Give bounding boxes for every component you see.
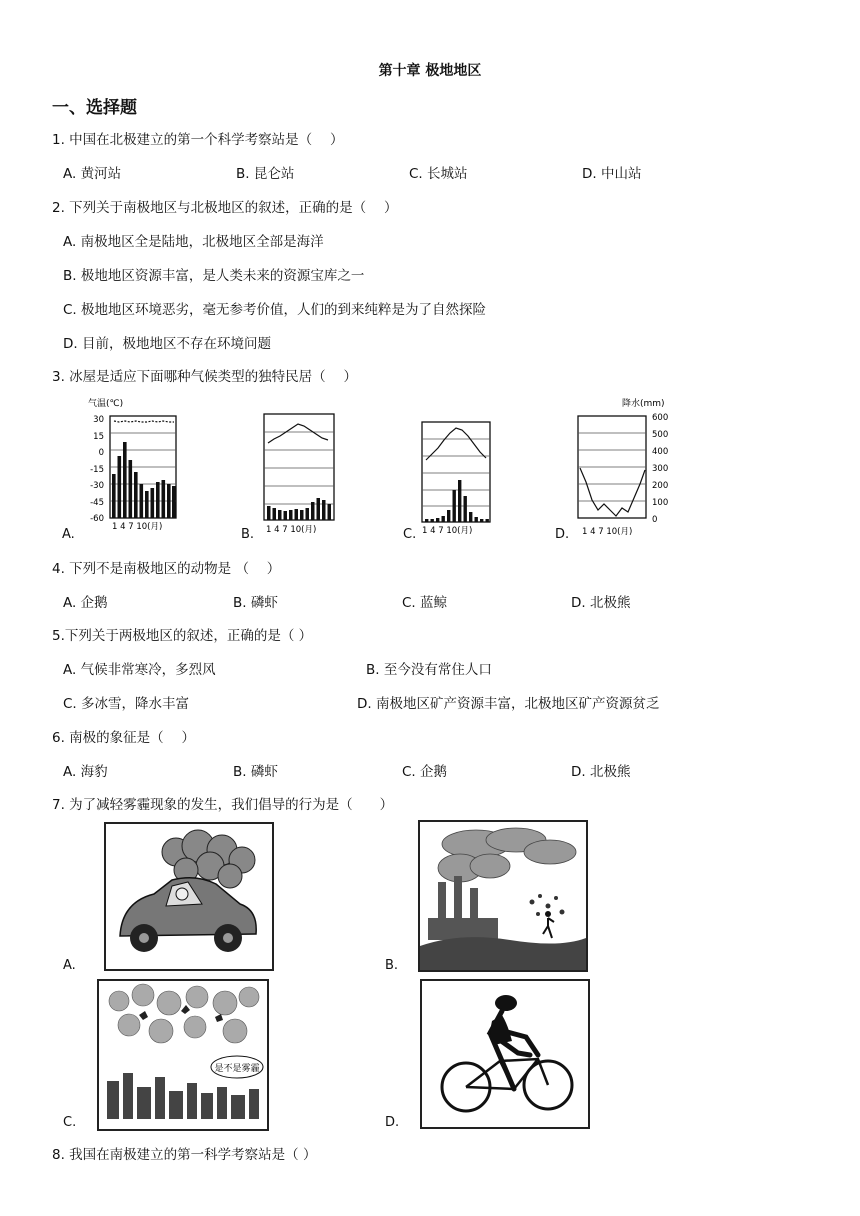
question-5: 5.下列关于两极地区的叙述，正确的是（ ） [52, 628, 313, 644]
question-2: 2. 下列关于南极地区与北极地区的叙述，正确的是（ ） [52, 200, 398, 216]
question-7: 7. 为了减轻雾霾现象的发生，我们倡导的行为是（ ） [52, 797, 394, 813]
q5-option-d[interactable]: D. 南极地区矿产资源丰富，北极地区矿产资源贫乏 [357, 696, 660, 712]
temp-axis-label: 气温(℃) [88, 399, 124, 409]
q3-option-a[interactable]: A. [62, 527, 75, 542]
q2-option-b[interactable]: B. 极地地区资源丰富，是人类未来的资源宝库之一 [63, 268, 365, 284]
q3-option-d[interactable]: D. [555, 527, 570, 542]
precip-axis-label: 降水(mm) [622, 399, 665, 409]
q1-option-b[interactable]: B. 昆仑站 [236, 166, 295, 182]
question-3: 3. 冰屋是适应下面哪种气候类型的独特民居（ ） [52, 369, 357, 385]
svg-text:-45: -45 [90, 498, 104, 508]
q7-option-a[interactable]: A. [63, 958, 76, 973]
question-4: 4. 下列不是南极地区的动物是 （ ） [52, 561, 281, 577]
q6-option-d[interactable]: D. 北极熊 [571, 764, 631, 780]
climate-chart-d[interactable] [572, 396, 696, 538]
svg-text:1 4 7 10(月): 1 4 7 10(月) [112, 522, 163, 532]
q5-option-b[interactable]: B. 至今没有常住人口 [366, 662, 492, 678]
speech-bubble-text: 是不是雾霾 [214, 1064, 260, 1074]
svg-text:600: 600 [652, 413, 669, 423]
svg-text:30: 30 [93, 415, 104, 425]
question-8: 8. 我国在南极建立的第一科学考察站是（ ） [52, 1147, 317, 1163]
q4-option-a[interactable]: A. 企鹅 [63, 595, 108, 611]
svg-text:-15: -15 [90, 465, 104, 475]
svg-text:500: 500 [652, 430, 669, 440]
svg-text:300: 300 [652, 464, 669, 474]
q7-option-b[interactable]: B. [385, 958, 399, 973]
svg-text:1 4 7 10(月): 1 4 7 10(月) [422, 526, 473, 536]
q6-option-c[interactable]: C. 企鹅 [402, 764, 448, 780]
q7-option-d[interactable]: D. [385, 1115, 400, 1130]
q1-option-d[interactable]: D. 中山站 [582, 166, 642, 182]
svg-text:15: 15 [93, 432, 104, 442]
q1-option-c[interactable]: C. 长城站 [409, 166, 468, 182]
climate-chart-c[interactable] [418, 418, 508, 538]
q1-option-a[interactable]: A. 黄河站 [63, 166, 122, 182]
svg-text:200: 200 [652, 481, 669, 491]
temp-ticks-a [90, 415, 104, 524]
picture-smog-city[interactable] [97, 979, 269, 1131]
question-1: 1. 中国在北极建立的第一个科学考察站是（ ） [52, 132, 344, 148]
svg-text:-30: -30 [90, 481, 104, 491]
svg-text:0: 0 [98, 448, 104, 458]
picture-factory-smoke[interactable] [418, 820, 588, 972]
q7-option-c[interactable]: C. [63, 1115, 77, 1130]
picture-smoky-car[interactable] [104, 822, 274, 971]
q2-option-c[interactable]: C. 极地地区环境恶劣，毫无参考价值，人们的到来纯粹是为了自然探险 [63, 302, 487, 318]
svg-text:1 4 7 10(月): 1 4 7 10(月) [266, 525, 317, 535]
q2-option-a[interactable]: A. 南极地区全是陆地，北极地区全部是海洋 [63, 234, 324, 250]
q3-option-b[interactable]: B. [241, 527, 255, 542]
svg-text:-60: -60 [90, 514, 104, 524]
climate-chart-b[interactable] [260, 410, 350, 540]
q4-option-d[interactable]: D. 北极熊 [571, 595, 631, 611]
svg-text:400: 400 [652, 447, 669, 457]
q2-option-d[interactable]: D. 目前，极地地区不存在环境问题 [63, 336, 271, 352]
q6-option-b[interactable]: B. 磷虾 [233, 764, 278, 780]
climate-chart-a[interactable] [60, 396, 190, 538]
q5-option-c[interactable]: C. 多冰雪，降水丰富 [63, 696, 190, 712]
svg-text:100: 100 [652, 498, 669, 508]
q4-option-b[interactable]: B. 磷虾 [233, 595, 278, 611]
picture-cyclist[interactable] [420, 979, 590, 1129]
question-6: 6. 南极的象征是（ ） [52, 730, 195, 746]
section-heading: 一、选择题 [52, 98, 137, 118]
q5-option-a[interactable]: A. 气候非常寒冷，多烈风 [63, 662, 216, 678]
svg-text:1 4 7 10(月): 1 4 7 10(月) [582, 527, 633, 537]
precip-ticks-d [652, 413, 668, 525]
q3-option-c[interactable]: C. [403, 527, 417, 542]
page-title: 第十章 极地地区 [378, 63, 482, 79]
q6-option-a[interactable]: A. 海豹 [63, 764, 108, 780]
svg-text:0: 0 [652, 515, 658, 525]
q4-option-c[interactable]: C. 蓝鲸 [402, 595, 448, 611]
